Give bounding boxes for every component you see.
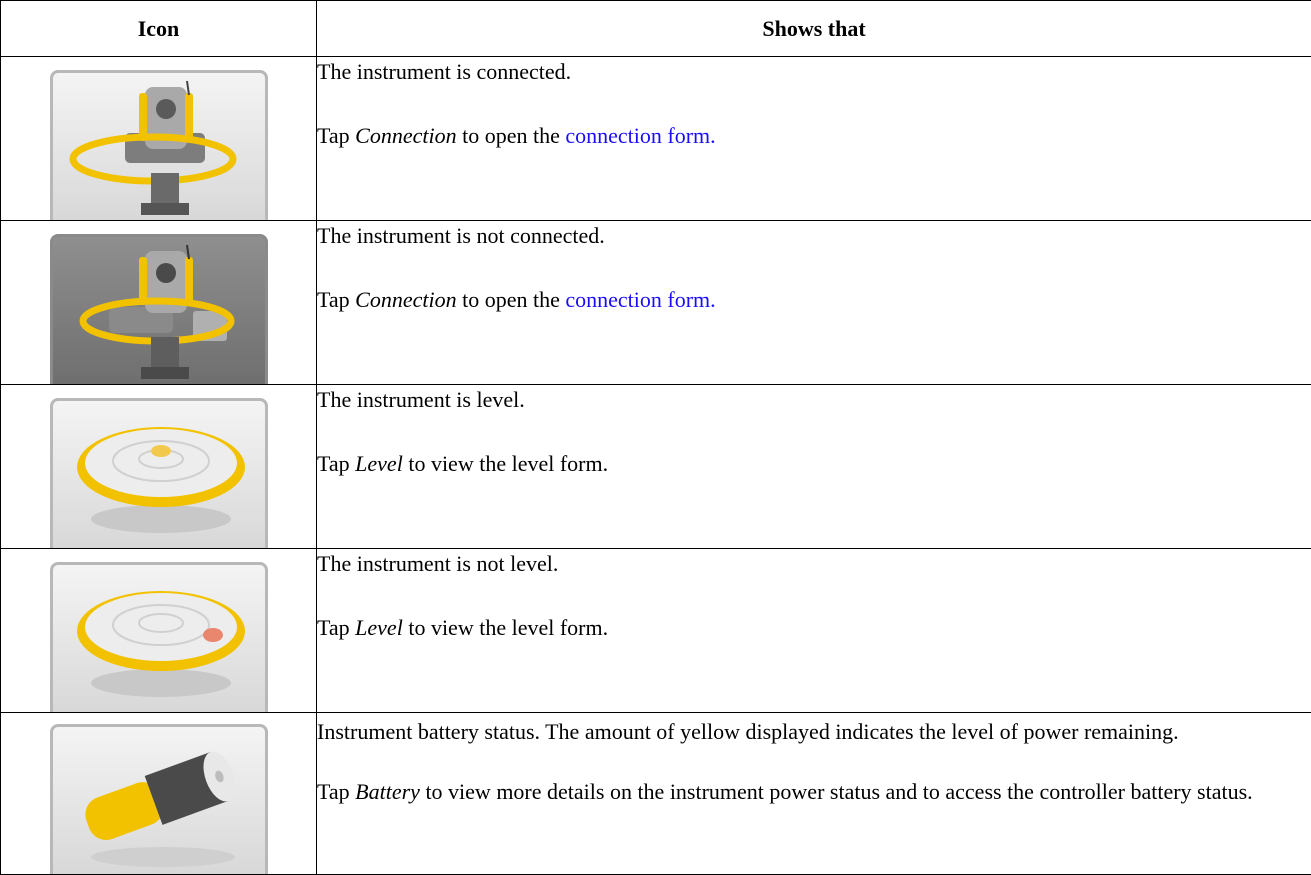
table-row (1, 57, 1311, 221)
tap-middle: to open the (457, 123, 566, 148)
tap-instruction (317, 613, 1311, 643)
header-icon: Icon (1, 1, 317, 57)
tap-prefix: Tap (317, 779, 355, 804)
icon-cell (1, 713, 317, 875)
tap-instruction (317, 777, 1311, 807)
description-cell (317, 385, 1311, 549)
tap-prefix: Tap (317, 123, 355, 148)
tap-instruction (317, 285, 1311, 315)
instrument-level-icon[interactable] (50, 398, 268, 548)
connection-form-link[interactable]: connection form. (565, 123, 715, 148)
status-text: The instrument is connected. (317, 57, 1311, 87)
table-row (1, 385, 1311, 549)
tap-suffix: to view more details on the instrument power status and to access the controller battery status. (420, 779, 1253, 804)
status-text: Instrument battery status. The amount of yellow displayed indicates the level of power remaining. (317, 717, 1311, 747)
table-row (1, 221, 1311, 385)
description-cell (317, 713, 1311, 875)
instrument-connected-icon[interactable] (50, 70, 268, 220)
status-text: The instrument is not level. (317, 549, 1311, 579)
table-row (1, 713, 1311, 875)
tap-target: Connection (355, 123, 456, 148)
icon-cell (1, 57, 317, 221)
icon-cell (1, 221, 317, 385)
description-cell (317, 57, 1311, 221)
tap-instruction (317, 121, 1311, 151)
table-header-row (1, 1, 1311, 57)
icon-cell (1, 549, 317, 713)
table-row (1, 549, 1311, 713)
description-cell (317, 221, 1311, 385)
instrument-not-connected-icon[interactable] (50, 234, 268, 384)
icon-cell (1, 385, 317, 549)
connection-form-link[interactable]: connection form. (565, 287, 715, 312)
battery-status-icon[interactable] (50, 724, 268, 874)
instrument-not-level-icon[interactable] (50, 562, 268, 712)
tap-target: Battery (355, 779, 420, 804)
tap-target: Level (355, 615, 403, 640)
status-text: The instrument is level. (317, 385, 1311, 415)
status-text: The instrument is not connected. (317, 221, 1311, 251)
tap-instruction (317, 449, 1311, 479)
tap-middle: to open the (457, 287, 566, 312)
tap-target: Level (355, 451, 403, 476)
tap-prefix: Tap (317, 287, 355, 312)
header-shows-that: Shows that (317, 1, 1311, 57)
tap-suffix: to view the level form. (403, 615, 608, 640)
tap-prefix: Tap (317, 451, 355, 476)
tap-target: Connection (355, 287, 456, 312)
tap-suffix: to view the level form. (403, 451, 608, 476)
description-cell (317, 549, 1311, 713)
tap-prefix: Tap (317, 615, 355, 640)
